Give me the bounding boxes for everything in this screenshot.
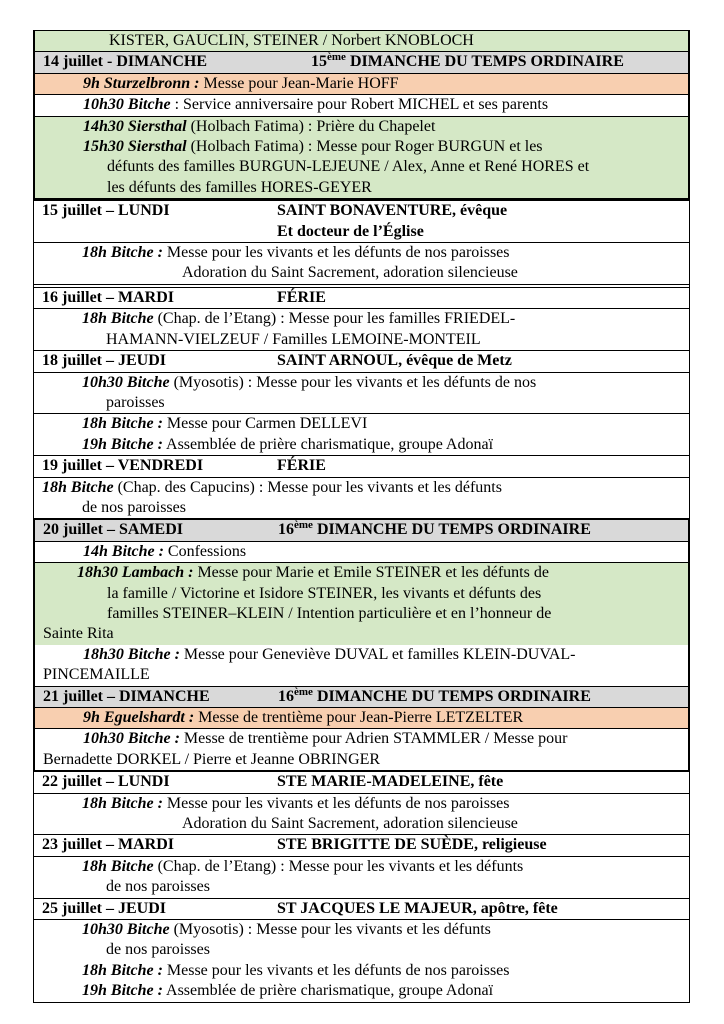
block-19-juillet	[33, 455, 690, 518]
event-text: Messe de trentième pour Adrien STAMMLER / Messe pour	[179, 730, 568, 748]
event-text: Confessions	[163, 542, 247, 560]
date-label: 16 juillet – MARDI	[42, 288, 174, 306]
block-23-juillet	[33, 834, 690, 897]
feast-number: 16	[278, 521, 294, 539]
event-text: Messe de trentième pour Jean-Pierre LETZELTER	[194, 709, 524, 726]
event-bitche-19h	[34, 435, 689, 455]
block-25-juillet	[33, 898, 690, 1003]
event-text: (Chap. des Capucins) : Messe pour les vivants et les défunts	[113, 478, 502, 496]
event-bitche-18h	[34, 961, 689, 981]
feast-label	[278, 52, 688, 72]
event-place: 15h30 Siersthal	[83, 138, 187, 156]
date-label: 20 juillet – SAMEDI	[43, 521, 183, 539]
feast-label: ST JACQUES LE MAJEUR, apôtre, fête	[277, 899, 558, 917]
block-16-juillet	[33, 287, 690, 350]
event-place: 18h Bitche	[82, 310, 154, 328]
block-14-juillet	[33, 30, 690, 200]
event-text: Messe pour Carmen DELLEVI	[162, 415, 368, 433]
event-continuation: les défunts des familles HORES-GEYER	[107, 178, 372, 196]
feast-label: STE BRIGITTE DE SUÈDE, religieuse	[277, 836, 547, 854]
feast-label	[277, 201, 689, 242]
event-group	[35, 645, 688, 686]
event-place: 18h Bitche :	[82, 244, 163, 262]
day-header-16-juillet	[34, 288, 689, 308]
feast-label: STE MARIE-MADELEINE, fête	[277, 773, 504, 791]
day-header-25-juillet	[34, 899, 689, 919]
event-group	[34, 477, 689, 519]
event-siersthal-1430	[35, 117, 688, 137]
feast-title: DIMANCHE DU TEMPS ORDINAIRE	[345, 53, 624, 71]
event-text: (Holbach Fatima) : Prière du Chapelet	[186, 117, 436, 135]
event-place: 18h Bitche :	[82, 415, 163, 433]
event-text: Messe pour Marie et Emile STEINER et les défunts de	[193, 564, 549, 582]
feast-superscript: ème	[327, 51, 346, 64]
event-place: 18h Bitche :	[82, 961, 163, 979]
event-group	[34, 242, 689, 284]
day-header-15-juillet	[34, 201, 689, 242]
event-text: (Myosotis) : Messe pour les vivants et les défunts	[169, 921, 491, 939]
event-continuation: Adoration du Saint Sacrement, adoration silencieuse	[182, 264, 518, 282]
event-bitche-1030	[34, 920, 689, 940]
day-header-22-juillet	[34, 772, 689, 792]
event-place: 14h30 Siersthal	[83, 117, 187, 135]
event-group	[34, 372, 689, 414]
feast-title: SAINT BONAVENTURE, évêque	[277, 202, 508, 220]
event-text: Messe pour Geneviève DUVAL et familles KLEIN-DUVAL-	[179, 645, 576, 663]
feast-title: DIMANCHE DU TEMPS ORDINAIRE	[312, 687, 591, 705]
event-place: 18h30 Bitche :	[83, 645, 180, 663]
event-group	[34, 919, 689, 1002]
event-continuation: de nos paroisses	[82, 498, 186, 516]
event-place: 14h Bitche :	[83, 542, 164, 560]
event-place: 19h Bitche :	[82, 435, 163, 453]
siersthal-group	[35, 116, 688, 199]
event-lambach-1830	[35, 563, 688, 583]
day-header-21-juillet	[35, 686, 688, 707]
feast-title-line-2: Et docteur de l’Église	[277, 222, 424, 240]
event-text: (Chap. de l’Etang) : Messe pour les familles FRIEDEL-	[153, 310, 516, 328]
date-label: 19 juillet – VENDREDI	[42, 457, 204, 475]
event-text: Messe pour les vivants et les défunts de nos paroisses	[162, 961, 510, 979]
event-place: 10h30 Bitche	[83, 96, 171, 114]
date-label: 21 juillet – DIMANCHE	[43, 687, 210, 705]
day-header-23-juillet	[34, 835, 689, 855]
event-group	[34, 856, 689, 898]
event-group	[34, 793, 689, 835]
event-continuation: de nos paroisses	[106, 878, 210, 896]
event-eguelshardt-9h	[35, 707, 688, 728]
event-place: 9h Sturzelbronn :	[83, 74, 200, 92]
date-label: 22 juillet – LUNDI	[42, 773, 170, 791]
event-place: 9h Eguelshardt :	[83, 709, 195, 726]
event-continuation: PINCEMAILLE	[43, 666, 150, 684]
event-continuation: Sainte Rita	[43, 625, 114, 643]
date-label: 14 juillet - DIMANCHE	[43, 53, 207, 71]
feast-superscript: ème	[294, 685, 313, 698]
event-place: 10h30 Bitche	[82, 921, 170, 939]
event-group	[34, 308, 689, 350]
event-text: (Chap. de l’Etang) : Messe pour les vivants et les défunts	[153, 857, 524, 875]
event-continuation: familles STEINER–KLEIN / Intention particulière et en l’honneur de	[107, 604, 552, 622]
event-place: 18h Bitche	[82, 857, 154, 875]
event-place: 18h30 Lambach :	[77, 564, 194, 582]
event-bitche-19h	[34, 981, 689, 1001]
event-text: Assemblée de prière charismatique, groupe Adonaï	[162, 982, 494, 1000]
event-place: 18h Bitche	[42, 478, 114, 496]
date-label: 25 juillet – JEUDI	[42, 899, 166, 917]
block-18-juillet	[33, 350, 690, 455]
event-place: 18h Bitche :	[82, 794, 163, 812]
feast-title: DIMANCHE DU TEMPS ORDINAIRE	[312, 521, 591, 539]
event-continuation: Bernadette DORKEL / Pierre et Jeanne OBRINGER	[43, 750, 381, 768]
top-continuation-line: KISTER, GAUCLIN, STEINER / Norbert KNOBLOCH	[35, 31, 688, 51]
day-header-19-juillet	[34, 456, 689, 476]
event-continuation: paroisses	[106, 393, 165, 411]
event-group	[34, 413, 689, 455]
feast-label: SAINT ARNOUL, évêque de Metz	[277, 352, 512, 370]
event-continuation: la famille / Victorine et Isidore STEINER, les vivants et défunts des	[107, 584, 542, 602]
date-label: 18 juillet – JEUDI	[42, 352, 166, 370]
day-header-18-juillet	[34, 351, 689, 371]
event-bitche-18h	[34, 414, 689, 434]
feast-label: FÉRIE	[277, 457, 326, 475]
event-group	[35, 728, 688, 770]
event-continuation: de nos paroisses	[106, 941, 210, 959]
event-place: 10h30 Bitche	[82, 373, 170, 391]
event-sturzelbronn	[35, 73, 688, 94]
block-15-juillet	[33, 200, 690, 284]
event-continuation: HAMANN-VIELZEUF / Familles LEMOINE-MONTEIL	[106, 330, 481, 348]
feast-label	[278, 687, 688, 707]
event-place: 10h30 Bitche :	[83, 730, 180, 748]
event-text: : Service anniversaire pour Robert MICHEL et ses parents	[170, 96, 549, 114]
event-bitche-18h	[34, 478, 689, 498]
feast-label	[278, 520, 688, 540]
event-bitche-18h	[34, 309, 689, 329]
day-header-20-juillet	[35, 520, 688, 540]
event-text: Messe pour les vivants et les défunts de nos paroisses	[162, 244, 510, 262]
block-weekend-20-21	[33, 518, 690, 772]
day-header-14-juillet	[35, 51, 688, 72]
event-continuation: défunts des familles BURGUN-LEJEUNE / Alex, Anne et René HORES et	[107, 158, 590, 176]
feast-superscript: ème	[294, 519, 313, 532]
event-text: (Myosotis) : Messe pour les vivants et les défunts de nos	[169, 373, 537, 391]
event-text: (Holbach Fatima) : Messe pour Roger BURGUN et les	[186, 138, 543, 156]
feast-number: 15	[311, 53, 327, 71]
event-place: 19h Bitche :	[82, 982, 163, 1000]
event-text: Assemblée de prière charismatique, groupe Adonaï	[162, 435, 494, 453]
parish-schedule	[33, 30, 690, 1003]
event-bitche-18h	[34, 794, 689, 814]
block-22-juillet	[33, 772, 690, 834]
event-text: Messe pour Jean-Marie HOFF	[199, 74, 399, 92]
feast-number: 16	[278, 687, 294, 705]
event-bitche-1030	[35, 729, 688, 749]
date-label: 23 juillet – MARDI	[42, 836, 174, 854]
event-bitche-1830	[35, 645, 688, 665]
event-bitche-18h	[34, 243, 689, 263]
event-bitche-14h	[35, 541, 688, 562]
date-label: 15 juillet – LUNDI	[42, 202, 170, 220]
event-bitche-1030	[35, 94, 688, 115]
event-continuation: Adoration du Saint Sacrement, adoration silencieuse	[182, 815, 518, 833]
event-siersthal-1530	[35, 137, 688, 157]
event-bitche-1030	[34, 373, 689, 393]
event-group	[35, 562, 688, 645]
event-text: Messe pour les vivants et les défunts de nos paroisses	[162, 794, 510, 812]
event-bitche-18h	[34, 857, 689, 877]
feast-label: FÉRIE	[277, 288, 326, 306]
